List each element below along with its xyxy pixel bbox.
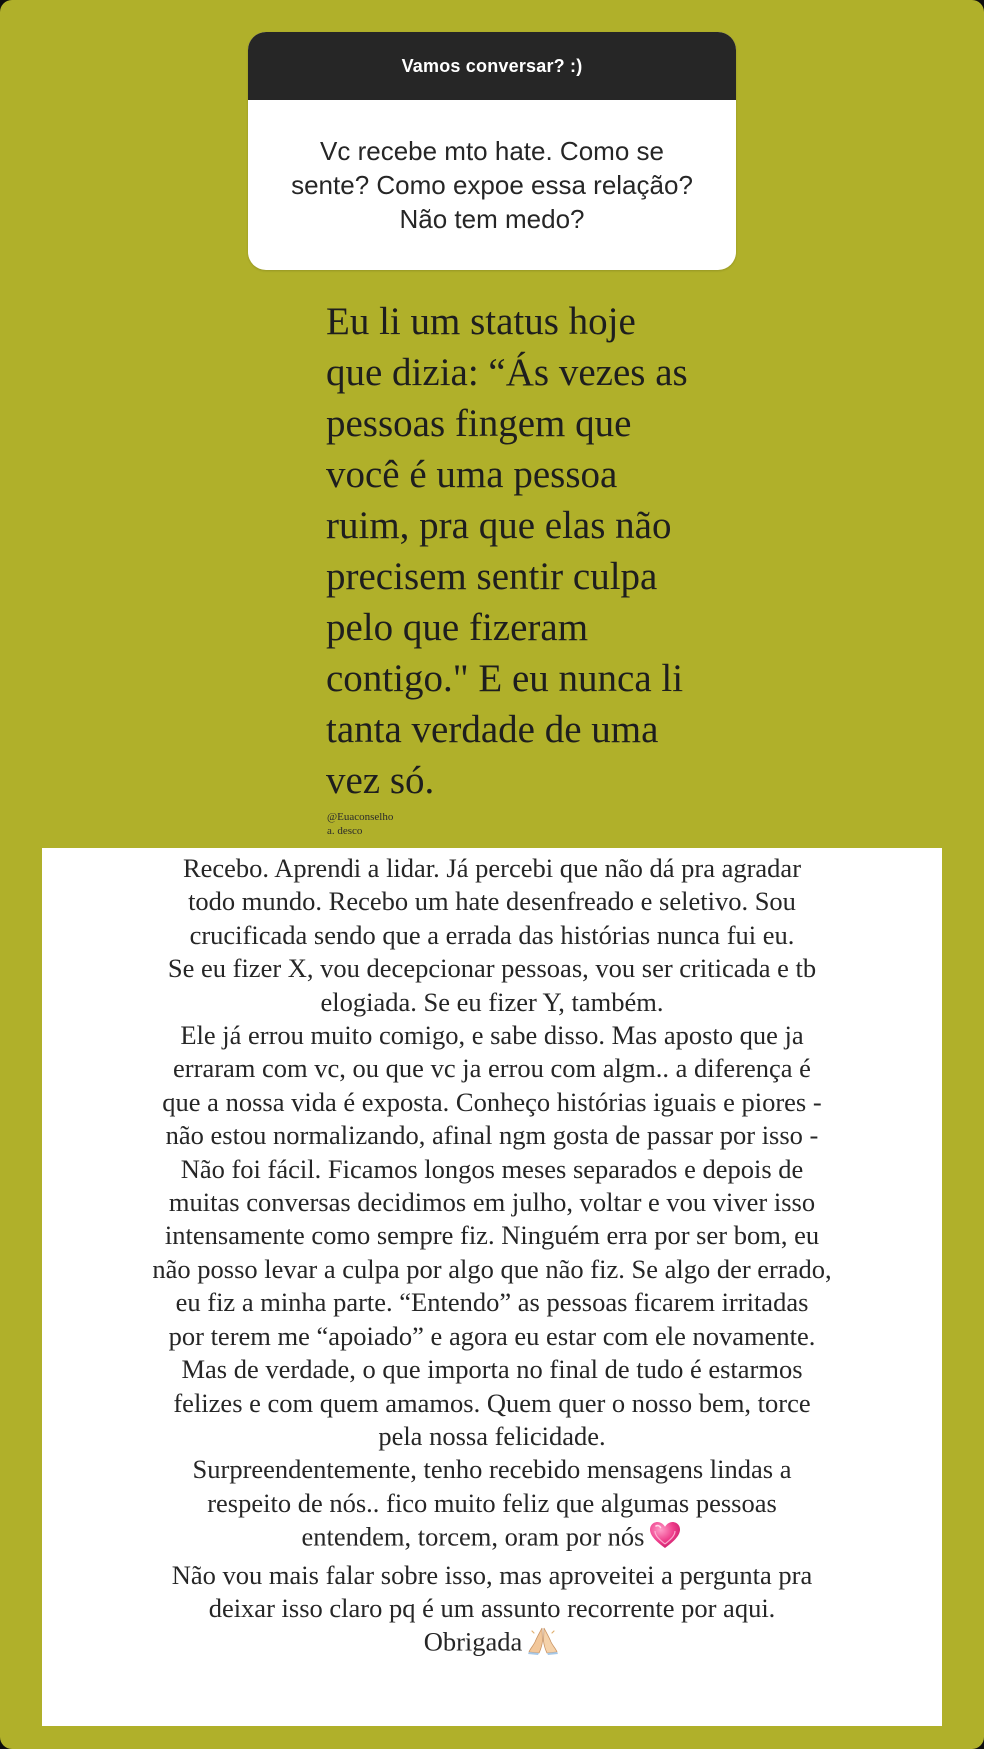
quote-text [326, 296, 726, 806]
answer-line: deixar isso claro pq é um assunto recorrente por aqui. [208, 1592, 776, 1623]
quote-line: pelo que fizeram [326, 606, 589, 649]
answer-line: elogiada. Se eu fizer Y, também. [320, 986, 664, 1017]
quote-credit [327, 810, 393, 838]
question-line: sente? Como expoe essa relação? [291, 170, 693, 200]
answer-line: muitas conversas decidimos em julho, voltar e vou viver isso [168, 1187, 816, 1218]
answer-line: respeito de nós.. fico muito feliz que algumas pessoas [207, 1487, 777, 1518]
quote-line: precisem sentir culpa [326, 555, 658, 598]
quote-line: vez só. [326, 759, 435, 802]
answer-line: Recebo. Aprendi a lidar. Já percebi que não dá pra agradar [182, 853, 802, 883]
pray-icon [526, 1625, 560, 1663]
quote-line: você é uma pessoa [326, 453, 618, 496]
answer-line: eu fiz a minha parte. “Entendo” as pessoas ficarem irritadas [175, 1287, 809, 1318]
question-sticker-body [248, 100, 736, 270]
answer-line: Ele já errou muito comigo, e sabe disso. Mas aposto que ja [180, 1020, 804, 1051]
answer-line: pela nossa felicidade. [378, 1420, 606, 1451]
answer-line: Obrigada [423, 1626, 523, 1657]
quote-line: tanta verdade de uma [326, 708, 659, 751]
quote-line: contigo." E eu nunca li [326, 657, 684, 700]
quote-line: ruim, pra que elas não [326, 504, 672, 547]
answer-panel [42, 848, 942, 1726]
answer-line: entendem, torcem, oram por nós [301, 1521, 645, 1552]
question-sticker-title: Vamos conversar? :) [401, 55, 583, 76]
answer-line-with-heart [52, 1520, 932, 1558]
quote-line: pessoas fingem que [326, 402, 632, 445]
credit-line: a. desco [327, 825, 363, 837]
answer-line: não estou normalizando, afinal ngm gosta de passar por isso - [165, 1120, 819, 1151]
answer-line: Surpreendentemente, tenho recebido mensagens lindas a [192, 1454, 792, 1485]
answer-line: por terem me “apoiado” e agora eu estar com ele novamente. [168, 1320, 816, 1351]
question-line: Vc recebe mto hate. Como se [320, 136, 664, 166]
question-line: Não tem medo? [399, 204, 585, 234]
answer-line-with-pray [52, 1625, 932, 1663]
answer-line: felizes e com quem amamos. Quem quer o nosso bem, torce [173, 1387, 811, 1418]
answer-line: crucificada sendo que a errada das histórias nunca fui eu. [189, 919, 795, 950]
answer-line: Se eu fizer X, vou decepcionar pessoas, vou ser criticada e tb [167, 953, 817, 984]
answer-line: não posso levar a culpa por algo que não fiz. Se algo der errado, [152, 1253, 832, 1284]
credit-line: @Euaconselho [327, 811, 394, 823]
quote-line: Eu li um status hoje [326, 300, 636, 343]
answer-line: Não vou mais falar sobre isso, mas aproveitei a pergunta pra [171, 1559, 813, 1590]
answer-line: que a nossa vida é exposta. Conheço histórias iguais e piores - [162, 1086, 822, 1117]
question-sticker-header [248, 32, 736, 100]
answer-line: todo mundo. Recebo um hate desenfreado e seletivo. Sou [188, 886, 796, 917]
heart-icon [648, 1520, 682, 1558]
answer-line: erraram com vc, ou que vc ja errou com algm.. a diferença é [173, 1053, 811, 1084]
answer-line: intensamente como sempre fiz. Ninguém erra por ser bom, eu [164, 1220, 820, 1251]
answer-line: Não foi fácil. Ficamos longos meses separados e depois de [180, 1153, 804, 1184]
quote-line: que dizia: “Ás vezes as [326, 351, 688, 394]
question-sticker[interactable] [248, 32, 736, 270]
answer-line: Mas de verdade, o que importa no final de tudo é estarmos [181, 1354, 803, 1385]
